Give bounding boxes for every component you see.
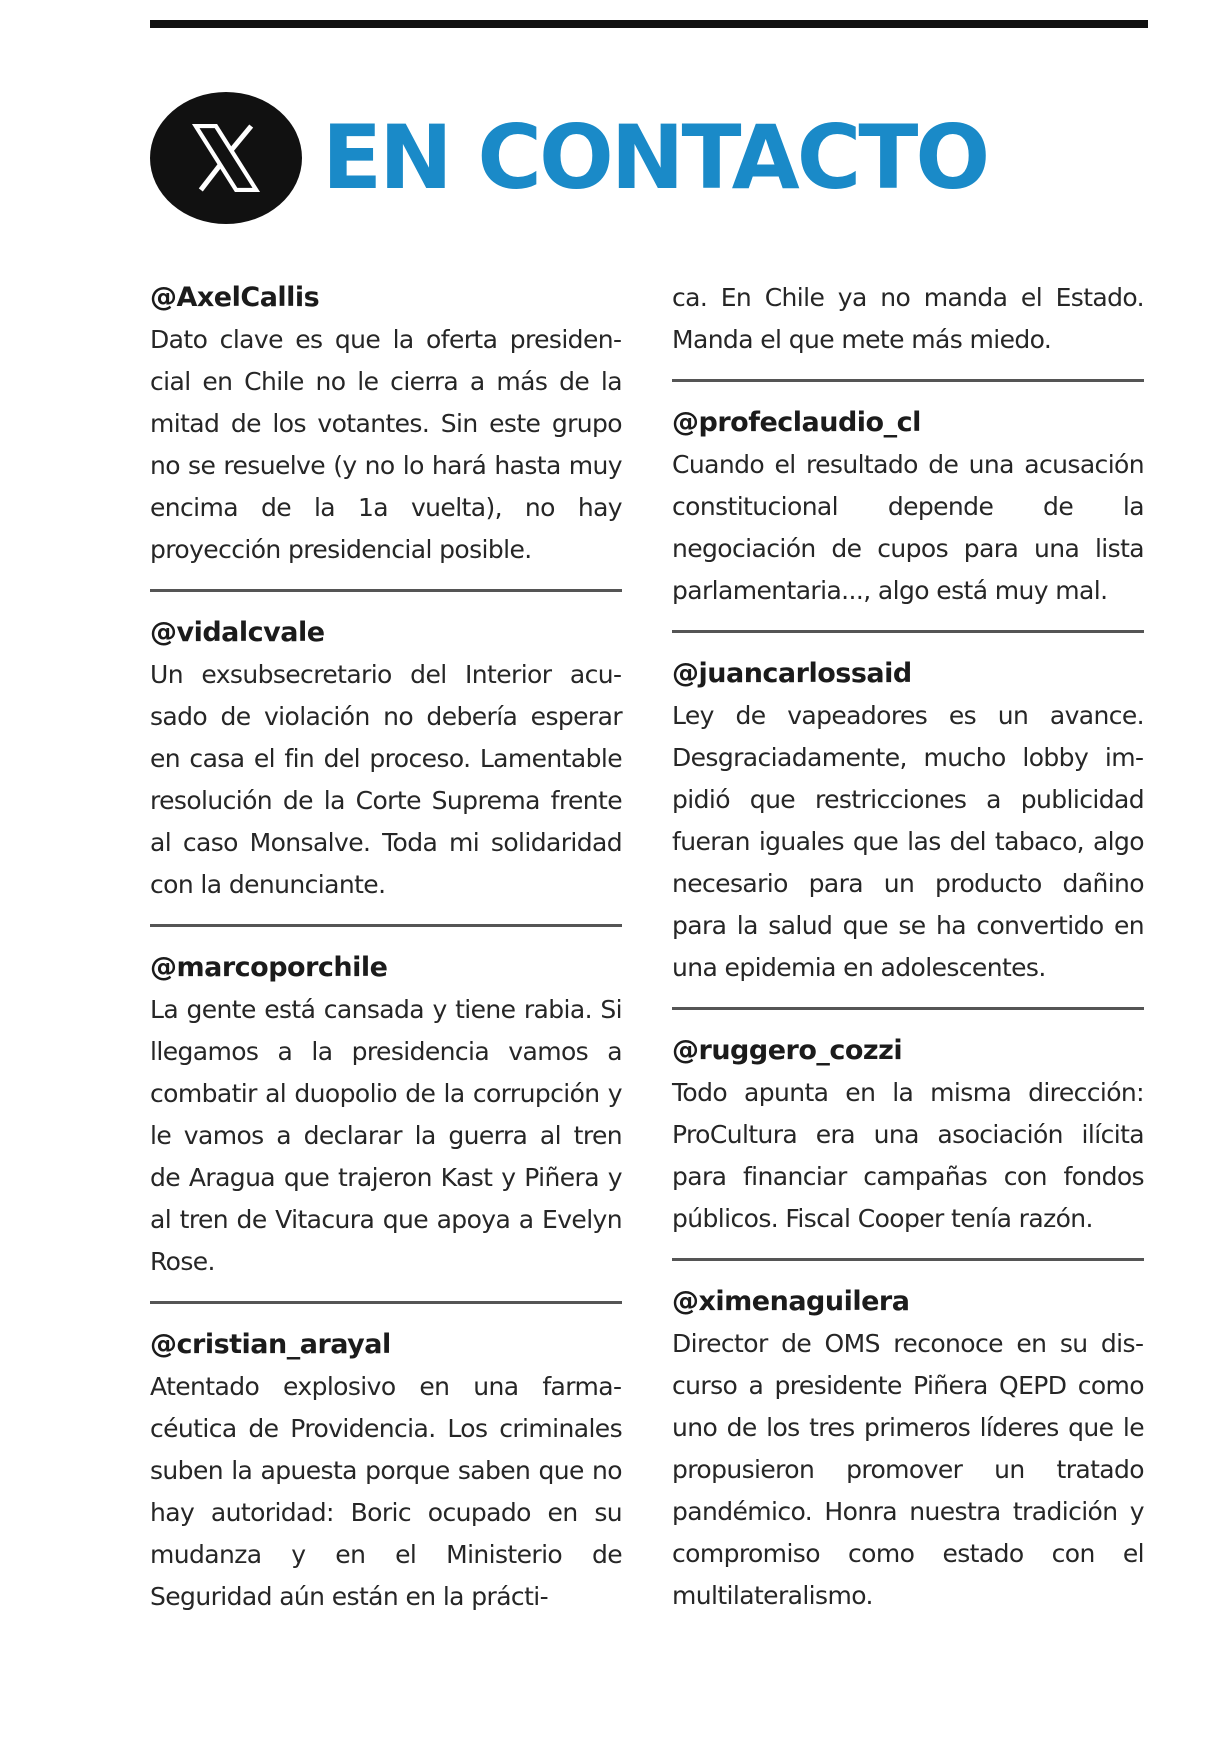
post-ruggero-cozzi bbox=[672, 1030, 1144, 1240]
post-handle[interactable]: @profeclaudio_cl bbox=[672, 407, 921, 438]
post-ximenaguilera bbox=[672, 1281, 1144, 1617]
post-cristian-arayal bbox=[150, 1324, 622, 1618]
section-title: EN CONTACTO bbox=[322, 106, 988, 209]
post-separator bbox=[672, 630, 1144, 633]
post-text: Dato clave es que la oferta presidencial en Chile no le cierra a más de la mitad de los votantes. Sin este grupo no se resuelve (y no lo hará hasta muy encima de la 1a vuelta), no hay proyección presidencial posible. bbox=[150, 325, 622, 564]
post-handle[interactable]: @juancarlossaid bbox=[672, 658, 912, 689]
post-vidalcvale bbox=[150, 612, 622, 906]
post-text: Director de OMS reconoce en su discurso a presidente Piñera QEPD como uno de los tres primeros líderes que le propusieron promover un tratado pandémico. Honra nuestra tradición y compromiso como estado con el multilateralismo. bbox=[672, 1329, 1144, 1610]
post-handle[interactable]: @marcoporchile bbox=[150, 952, 388, 983]
post-handle[interactable]: @ruggero_cozzi bbox=[672, 1035, 903, 1066]
post-separator bbox=[150, 1301, 622, 1304]
post-marcoporchile bbox=[150, 947, 622, 1283]
x-logo-icon bbox=[150, 92, 302, 224]
post-text: Atentado explosivo en una farmacéutica de Providencia. Los criminales suben la apuesta porque saben que no hay autoridad: Boric ocupado en su mudanza y en el Ministerio de Seguridad aún están en la prácti- bbox=[150, 1372, 622, 1611]
post-handle[interactable]: @vidalcvale bbox=[150, 617, 325, 648]
post-separator bbox=[672, 1258, 1144, 1261]
post-axelcallis bbox=[150, 277, 622, 571]
post-profeclaudio bbox=[672, 402, 1144, 612]
top-rule bbox=[150, 20, 1148, 28]
post-text-continuation: ca. En Chile ya no manda el Estado. Manda el que mete más miedo. bbox=[672, 283, 1144, 354]
right-column bbox=[672, 277, 1144, 1617]
post-handle[interactable]: @ximenaguilera bbox=[672, 1286, 910, 1317]
left-column bbox=[150, 277, 622, 1618]
post-separator bbox=[672, 379, 1144, 382]
post-handle[interactable]: @cristian_arayal bbox=[150, 1329, 391, 1360]
post-separator bbox=[150, 924, 622, 927]
post-handle[interactable]: @AxelCallis bbox=[150, 282, 320, 313]
post-juancarlossaid bbox=[672, 653, 1144, 989]
post-text: La gente está cansada y tiene rabia. Si llegamos a la presidencia vamos a combatir al duopolio de la corrupción y le vamos a declarar la guerra al tren de Aragua que trajeron Kast y Piñera y al tren de Vitacura que apoya a Evelyn Rose. bbox=[150, 995, 622, 1276]
post-text: Un exsubsecretario del Interior acusado de violación no debería esperar en casa el fin del proceso. Lamentable resolución de la Corte Suprema frente al caso Monsalve. Toda mi solidaridad con la denunciante. bbox=[150, 660, 622, 899]
post-text: Todo apunta en la misma dirección: ProCultura era una asociación ilícita para financiar campañas con fondos públicos. Fiscal Cooper tenía razón. bbox=[672, 1078, 1144, 1233]
section-header bbox=[150, 92, 987, 224]
post-separator bbox=[672, 1007, 1144, 1010]
post-separator bbox=[150, 589, 622, 592]
post-text: Ley de vapeadores es un avance. Desgraciadamente, mucho lobby impidió que restricciones a publicidad fueran iguales que las del tabaco, algo necesario para un producto dañino para la salud que se ha convertido en una epidemia en adolescentes. bbox=[672, 701, 1144, 982]
post-text: Cuando el resultado de una acusación constitucional depende de la negociación de cupos para una lista parlamentaria..., algo está muy mal. bbox=[672, 450, 1144, 605]
